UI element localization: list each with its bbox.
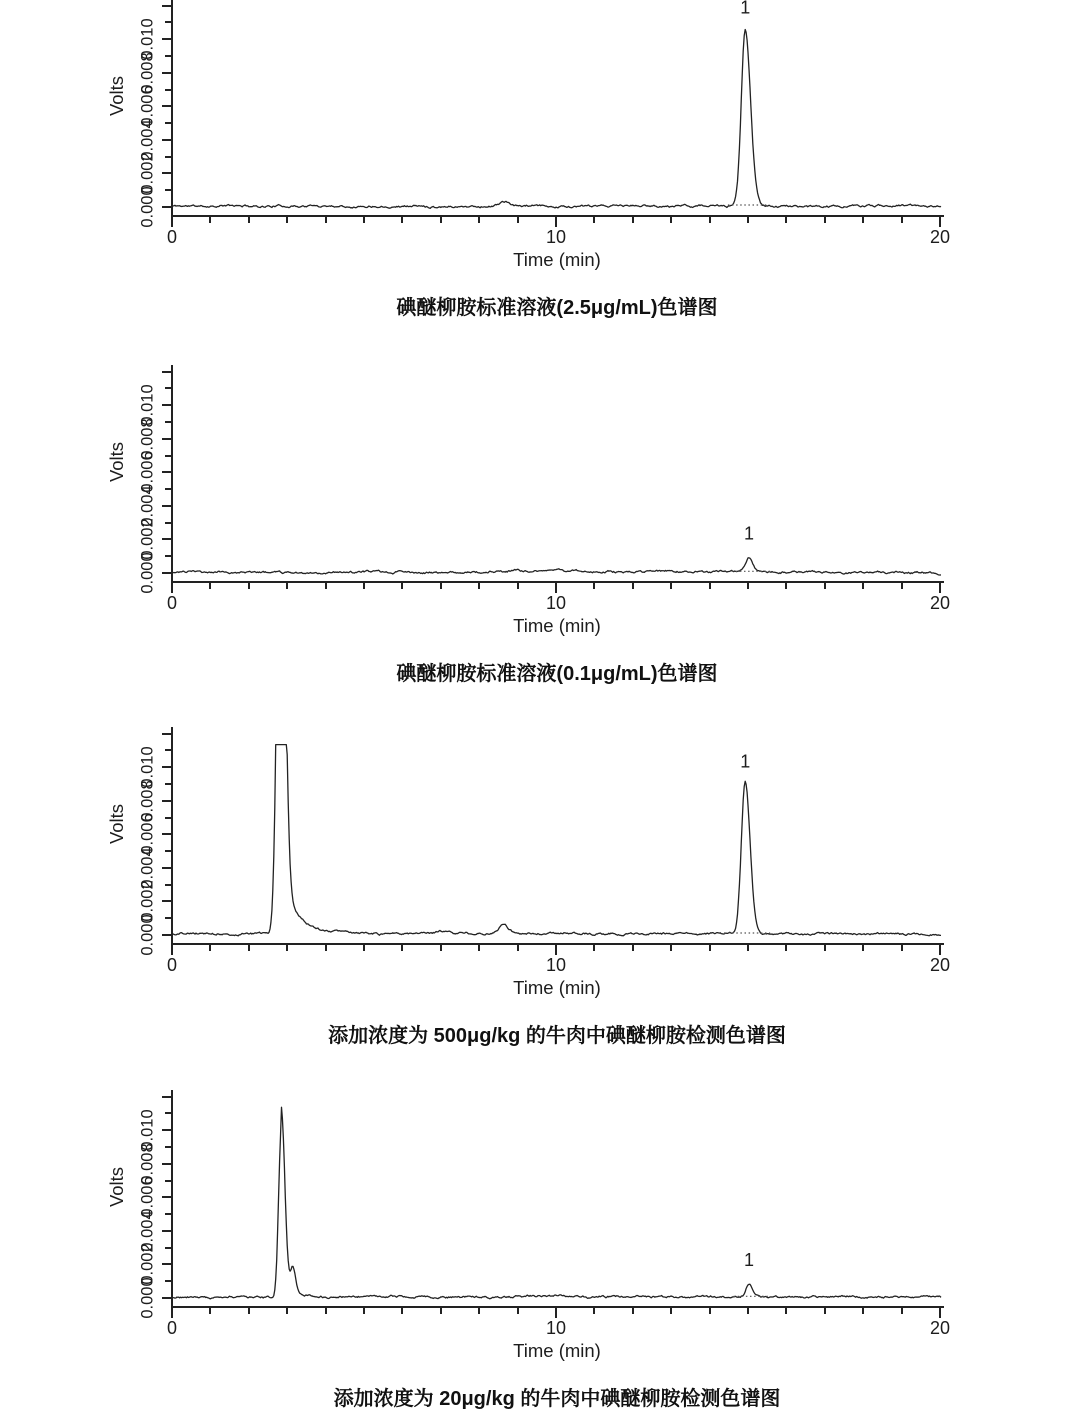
x-axis-label: Time (min) [513,977,601,998]
y-axis-tick [165,1280,171,1282]
y-axis-tick [165,387,171,389]
x-axis-tick [901,217,903,223]
chromatogram-plot [172,727,942,943]
y-axis-tick [162,1297,171,1299]
y-axis-tick [165,1213,171,1215]
x-axis-tick [478,583,480,589]
x-axis-tick-label: 0 [166,227,178,247]
x-axis-tick-label: 0 [166,955,178,975]
x-axis-tick [440,583,442,589]
y-axis-tick [162,1096,171,1098]
y-axis-tick [162,5,171,7]
y-axis-tick-label: 0.004 [138,1210,157,1252]
x-axis-tick [171,583,173,593]
x-axis-tick [517,217,519,223]
x-axis-tick [248,583,250,589]
y-axis-label: Volts [106,75,127,117]
x-axis-tick [670,945,672,951]
x-axis-tick [209,583,211,589]
y-axis-tick-label: 0.010 [138,18,157,60]
y-axis-tick-label: 0.000 [138,1277,157,1319]
x-axis-tick-label: 20 [929,227,951,247]
y-axis-tick [162,438,171,440]
x-axis-tick [593,583,595,589]
x-axis-tick [939,1308,941,1318]
x-axis-tick [747,1308,749,1314]
y-axis-tick [165,884,171,886]
y-axis-tick [162,800,171,802]
y-axis-tick [162,900,171,902]
x-axis-tick [709,583,711,589]
x-axis-tick [363,945,365,951]
y-axis-label: Volts [106,441,127,483]
x-axis-tick [824,583,826,589]
y-axis-tick-label: 0.008 [138,52,157,94]
x-axis-tick-label: 10 [545,227,567,247]
x-axis-tick [209,945,211,951]
x-axis-tick [401,217,403,223]
x-axis-tick [171,217,173,227]
x-axis-tick [785,945,787,951]
x-axis-tick [862,945,864,951]
y-axis-tick-label: 0.010 [138,746,157,788]
y-axis-tick [165,522,171,524]
chromatogram-trace [173,745,941,936]
y-axis-tick [165,917,171,919]
x-axis-tick [248,1308,250,1314]
chromatogram-standard-0.1ugml [0,365,1080,710]
y-axis-tick [162,139,171,141]
x-axis-tick [401,583,403,589]
x-axis-tick [593,945,595,951]
y-axis-tick [162,934,171,936]
chromatogram-standard-2.5ugml [0,0,1080,344]
x-axis-tick [785,583,787,589]
x-axis-tick [325,583,327,589]
y-axis-tick-label: 0.004 [138,119,157,161]
x-axis-tick [670,1308,672,1314]
peak-number-label: 1 [740,0,751,18]
x-axis-tick [517,945,519,951]
x-axis-tick [939,217,941,227]
x-axis-tick [363,217,365,223]
y-axis-tick-label: 0.002 [138,880,157,923]
y-axis-tick [165,1112,171,1114]
y-axis-tick [165,783,171,785]
x-axis-tick [632,945,634,951]
y-axis-tick [162,833,171,835]
y-axis-tick [162,1129,171,1131]
x-axis-tick [593,1308,595,1314]
x-axis-tick [939,583,941,593]
peak-number-label: 1 [740,751,751,772]
x-axis-tick-label: 10 [545,955,567,975]
y-axis-tick [162,1263,171,1265]
x-axis-tick [440,217,442,223]
x-axis-tick [709,217,711,223]
y-axis-tick [165,488,171,490]
x-axis-tick [325,1308,327,1314]
x-axis-tick [939,945,941,955]
x-axis-tick [171,945,173,955]
x-axis-tick [401,1308,403,1314]
x-axis-tick [286,1308,288,1314]
x-axis-tick [555,945,557,955]
x-axis-tick [747,217,749,223]
x-axis-tick [171,1308,173,1318]
x-axis-tick [325,945,327,951]
x-axis-tick [286,217,288,223]
x-axis-tick [901,1308,903,1314]
chromatogram-beef-20ugkg [0,1090,1080,1424]
x-axis-tick [632,1308,634,1314]
x-axis-tick [709,945,711,951]
y-axis-tick-label: 0.006 [138,813,157,855]
y-axis-tick-label: 0.002 [138,152,157,195]
x-axis-tick [555,1308,557,1318]
x-axis-tick [901,583,903,589]
chart-caption: 碘醚柳胺标准溶液(0.1μg/mL)色谱图 [396,663,718,685]
x-axis-tick [363,1308,365,1314]
x-axis-tick-label: 10 [545,1318,567,1338]
y-axis-tick [165,21,171,23]
x-axis-tick [785,217,787,223]
x-axis-tick [478,1308,480,1314]
y-axis-tick-label: 0.000 [138,552,157,594]
y-axis-tick [162,471,171,473]
x-axis-tick [824,1308,826,1314]
y-axis-tick [165,89,171,91]
y-axis-tick-label: 0.002 [138,518,157,561]
x-axis-tick [670,583,672,589]
y-axis-tick [165,1180,171,1182]
y-axis-tick-label: 0.004 [138,485,157,527]
x-axis-tick [747,583,749,589]
y-axis-tick-label: 0.010 [138,1109,157,1151]
y-axis-tick [165,122,171,124]
y-axis-label: Volts [106,1166,127,1208]
y-axis-tick-label: 0.006 [138,85,157,127]
chromatogram-trace [173,30,941,209]
x-axis-tick [440,945,442,951]
x-axis-tick [709,1308,711,1314]
chromatogram-trace [173,558,941,575]
y-axis-tick-label: 0.000 [138,914,157,956]
y-axis-tick-label: 0.008 [138,418,157,460]
x-axis-label: Time (min) [513,1340,601,1361]
chromatogram-plot [172,1090,942,1306]
x-axis-tick-label: 10 [545,593,567,613]
x-axis-tick [517,1308,519,1314]
y-axis-tick-label: 0.002 [138,1243,157,1286]
y-axis-tick [165,421,171,423]
y-axis-tick [162,105,171,107]
x-axis-tick [248,945,250,951]
x-axis-tick [824,217,826,223]
x-axis-tick [632,583,634,589]
x-axis-tick [670,217,672,223]
x-axis-label: Time (min) [513,249,601,270]
x-axis-tick [901,945,903,951]
x-axis-tick [862,217,864,223]
x-axis-tick [209,217,211,223]
y-axis-tick-label: 0.006 [138,1176,157,1218]
y-axis-tick-label: 0.010 [138,384,157,426]
x-axis-tick [785,1308,787,1314]
y-axis-tick [165,817,171,819]
x-axis-tick [747,945,749,951]
chromatogram-plot [172,0,942,215]
y-axis-tick [162,867,171,869]
x-axis-tick-label: 0 [166,1318,178,1338]
x-axis-tick [824,945,826,951]
chromatogram-plot [172,365,942,581]
y-axis-label: Volts [106,803,127,845]
x-axis-tick-label: 20 [929,955,951,975]
y-axis-tick [162,1163,171,1165]
x-axis-tick [862,583,864,589]
y-axis-tick [165,55,171,57]
chart-caption: 添加浓度为 20μg/kg 的牛肉中碘醚柳胺检测色谱图 [333,1388,781,1410]
x-axis-tick [517,583,519,589]
x-axis-tick [286,945,288,951]
y-axis-tick-label: 0.008 [138,1143,157,1185]
chart-caption: 碘醚柳胺标准溶液(2.5μg/mL)色谱图 [396,297,718,319]
y-axis-tick [162,766,171,768]
x-axis-tick [632,217,634,223]
y-axis-tick [162,733,171,735]
y-axis-tick [165,850,171,852]
x-axis-tick-label: 0 [166,593,178,613]
x-axis-tick [440,1308,442,1314]
x-axis-tick [401,945,403,951]
y-axis-tick-label: 0.006 [138,451,157,493]
y-axis-tick [162,572,171,574]
y-axis-tick [162,206,171,208]
x-axis-tick [363,583,365,589]
x-axis-tick [862,1308,864,1314]
x-axis-tick-label: 20 [929,1318,951,1338]
y-axis-tick-label: 0.008 [138,780,157,822]
y-axis-tick [165,1247,171,1249]
x-axis-tick-label: 20 [929,593,951,613]
x-axis-tick [478,945,480,951]
y-axis-tick [162,172,171,174]
y-axis-tick [162,1230,171,1232]
x-axis-tick [593,217,595,223]
y-axis-tick [162,1196,171,1198]
chromatogram-beef-500ugkg [0,727,1080,1072]
y-axis-tick-label: 0.000 [138,186,157,228]
y-axis-tick [162,404,171,406]
x-axis-tick [555,583,557,593]
x-axis-tick [209,1308,211,1314]
y-axis-tick [165,156,171,158]
x-axis-tick [286,583,288,589]
y-axis-tick [162,72,171,74]
y-axis-tick [162,538,171,540]
chromatogram-trace [173,1107,941,1299]
y-axis-tick [165,189,171,191]
x-axis-tick [478,217,480,223]
x-axis-tick [325,217,327,223]
peak-number-label: 1 [743,523,755,544]
x-axis-label: Time (min) [513,615,601,636]
chart-caption: 添加浓度为 500μg/kg 的牛肉中碘醚柳胺检测色谱图 [328,1025,786,1047]
peak-number-label: 1 [743,1250,755,1271]
x-axis-tick [248,217,250,223]
y-axis-tick [162,505,171,507]
y-axis-tick [165,455,171,457]
y-axis-tick [162,38,171,40]
y-axis-tick [165,555,171,557]
y-axis-tick [162,371,171,373]
x-axis-tick [555,217,557,227]
y-axis-tick-label: 0.004 [138,847,157,889]
y-axis-tick [165,749,171,751]
y-axis-tick [165,1146,171,1148]
